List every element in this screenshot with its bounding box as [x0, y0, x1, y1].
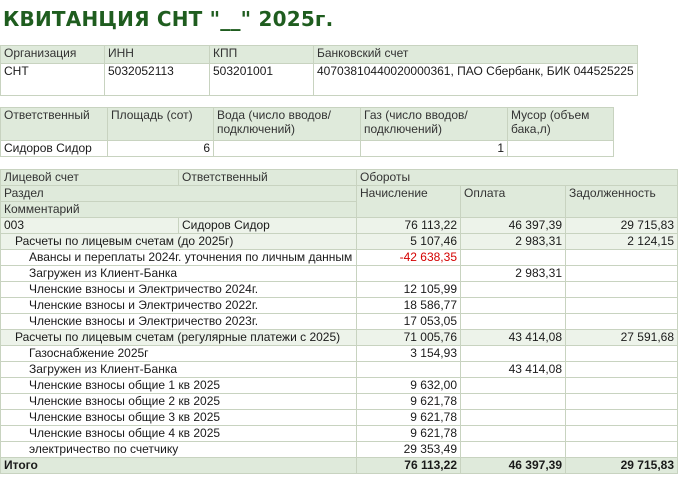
ledger-header-payment: Оплата [461, 186, 566, 218]
total-row [1, 458, 678, 474]
organization-table [0, 45, 638, 96]
ledger-header-accrual: Начисление [357, 186, 461, 218]
org-name: СНТ [1, 64, 105, 96]
total-accrual: 76 113,22 [357, 458, 461, 474]
ledger-row [1, 394, 678, 410]
org-header-organization: Организация [1, 46, 105, 64]
page-title: КВИТАНЦИЯ СНТ "__" 2025г. [3, 7, 334, 31]
row-accrual: 9 621,78 [357, 394, 461, 410]
resp-name: Сидоров Сидор [1, 141, 108, 157]
row-accrual: 18 586,77 [357, 298, 461, 314]
row-label: Членские взносы и Электричество 2024г. [1, 282, 357, 298]
row-label: Членские взносы общие 2 кв 2025 [1, 394, 357, 410]
row-accrual: 12 105,99 [357, 282, 461, 298]
total-payment: 46 397,39 [461, 458, 566, 474]
row-accrual: 17 053,05 [357, 314, 461, 330]
account-responsible: Сидоров Сидор [179, 218, 357, 234]
row-label: Членские взносы общие 4 кв 2025 [1, 426, 357, 442]
row-debt [566, 298, 678, 314]
row-payment: 43 414,08 [461, 362, 566, 378]
row-debt [566, 410, 678, 426]
resp-header-responsible: Ответственный [1, 108, 108, 141]
row-payment [461, 394, 566, 410]
row-debt [566, 266, 678, 282]
ledger-row [1, 362, 678, 378]
ledger-row [1, 250, 678, 266]
resp-garbage [508, 141, 614, 157]
row-accrual [357, 362, 461, 378]
row-debt [566, 282, 678, 298]
row-accrual: 5 107,46 [357, 234, 461, 250]
total-label: Итого [1, 458, 357, 474]
ledger-table [0, 169, 678, 474]
row-label: Членские взносы общие 3 кв 2025 [1, 410, 357, 426]
section-label: Расчеты по лицевым счетам (регулярные платежи с 2025) [1, 330, 357, 346]
resp-water [214, 141, 361, 157]
resp-area: 6 [108, 141, 214, 157]
ledger-header-comment: Комментарий [1, 202, 357, 218]
ledger-header-account: Лицевой счет [1, 170, 179, 186]
row-label: Газоснабжение 2025г [1, 346, 357, 362]
row-label: Загружен из Клиент-Банка [1, 266, 357, 282]
resp-header-garbage: Мусор (объем бака,л) [508, 108, 614, 141]
ledger-row [1, 426, 678, 442]
row-debt [566, 378, 678, 394]
row-accrual: 9 632,00 [357, 378, 461, 394]
account-debt: 29 715,83 [566, 218, 678, 234]
row-accrual: 9 621,78 [357, 426, 461, 442]
account-row [1, 218, 678, 234]
ledger-row [1, 298, 678, 314]
resp-header-gas: Газ (число вводов/подключений) [361, 108, 508, 141]
ledger-row [1, 378, 678, 394]
org-header-inn: ИНН [105, 46, 210, 64]
row-debt [566, 394, 678, 410]
ledger-header-section: Раздел [1, 186, 357, 202]
row-accrual [357, 266, 461, 282]
resp-header-area: Площадь (сот) [108, 108, 214, 141]
total-debt: 29 715,83 [566, 458, 678, 474]
row-debt [566, 250, 678, 266]
row-accrual: -42 638,35 [357, 250, 461, 266]
row-label: Загружен из Клиент-Банка [1, 362, 357, 378]
ledger-row [1, 346, 678, 362]
row-debt [566, 426, 678, 442]
row-payment [461, 410, 566, 426]
row-payment [461, 426, 566, 442]
ledger-row [1, 410, 678, 426]
row-payment [461, 282, 566, 298]
row-accrual: 9 621,78 [357, 410, 461, 426]
ledger-row [1, 314, 678, 330]
row-label: Членские взносы и Электричество 2022г. [1, 298, 357, 314]
account-number: 003 [1, 218, 179, 234]
row-payment [461, 346, 566, 362]
org-header-bank-account: Банковский счет [314, 46, 638, 64]
row-debt: 2 124,15 [566, 234, 678, 250]
row-payment [461, 250, 566, 266]
resp-header-water: Вода (число вводов/подключений) [214, 108, 361, 141]
row-accrual: 71 005,76 [357, 330, 461, 346]
section-row [1, 234, 678, 250]
row-debt [566, 314, 678, 330]
ledger-row [1, 282, 678, 298]
row-debt [566, 442, 678, 458]
ledger-header-responsible: Ответственный [179, 170, 357, 186]
org-inn: 5032052113 [105, 64, 210, 96]
row-payment: 43 414,08 [461, 330, 566, 346]
row-accrual: 29 353,49 [357, 442, 461, 458]
org-bank-account: 40703810440020000361, ПАО Сбербанк, БИК 044525225 [314, 64, 638, 96]
row-payment [461, 314, 566, 330]
section-row [1, 330, 678, 346]
resp-gas: 1 [361, 141, 508, 157]
row-payment: 2 983,31 [461, 234, 566, 250]
row-label: Членские взносы и Электричество 2023г. [1, 314, 357, 330]
account-accrual: 76 113,22 [357, 218, 461, 234]
row-accrual: 3 154,93 [357, 346, 461, 362]
ledger-header-turnover: Обороты [357, 170, 678, 186]
org-kpp: 503201001 [210, 64, 314, 96]
ledger-row [1, 266, 678, 282]
responsible-table [0, 107, 614, 157]
row-label: электричество по счетчику [1, 442, 357, 458]
row-payment: 2 983,31 [461, 266, 566, 282]
row-debt [566, 346, 678, 362]
row-payment [461, 442, 566, 458]
row-debt: 27 591,68 [566, 330, 678, 346]
section-label: Расчеты по лицевым счетам (до 2025г) [1, 234, 357, 250]
org-header-kpp: КПП [210, 46, 314, 64]
row-payment [461, 378, 566, 394]
ledger-row [1, 442, 678, 458]
ledger-header-debt: Задолженность [566, 186, 678, 218]
row-debt [566, 362, 678, 378]
row-payment [461, 298, 566, 314]
row-label: Авансы и переплаты 2024г. уточнения по личным данным [1, 250, 357, 266]
account-payment: 46 397,39 [461, 218, 566, 234]
row-label: Членские взносы общие 1 кв 2025 [1, 378, 357, 394]
